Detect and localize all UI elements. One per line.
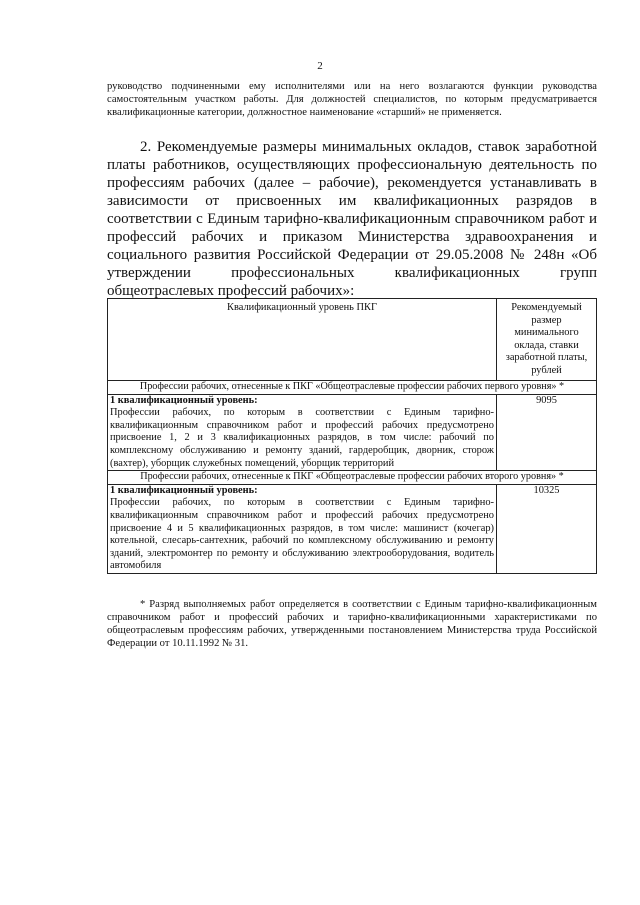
footnote: * Разряд выполняемых работ определяется в соответствии с Единым тарифно-квалификационным справочником работ и профессий рабочих и тарифно-квалификационными характеристиками по общеотраслевым профессиям рабочих, утвержденными постановлением Министерства труда Российской Федерации от 10.11.1992 № 31. [107,599,597,649]
salary-value: 10325 [497,484,597,573]
level-cell [108,484,497,573]
header-level: Квалификационный уровень ПКГ [108,299,497,381]
level-cell [108,394,497,471]
table-header-row [108,299,597,381]
group-row-second-level [108,471,597,485]
group-title: Профессии рабочих, отнесенные к ПКГ «Общеотраслевые профессии рабочих второго уровня» * [108,471,597,485]
level-title: 1 квалификационный уровень: [110,394,258,406]
level-description: Профессии рабочих, по которым в соответствии с Единым тарифно-квалификационным справочником работ и профессий рабочих предусмотрено присвоение 4 и 5 квалификационных разрядов, в том числе: машинист (кочегар) котельной, слесарь-сантехник, рабочий по комплексному обслуживанию и ремонту зданий, электромонтер по ремонту и обслуживанию электрооборудования, водитель автомобиля [110,497,494,572]
page-number: 2 [317,60,323,72]
table-row [108,484,597,573]
group-title: Профессии рабочих, отнесенные к ПКГ «Общеотраслевые профессии рабочих первого уровня» * [108,381,597,395]
section-2-paragraph: 2. Рекомендуемые размеры минимальных окладов, ставок заработной платы работников, осуществляющих профессиональную деятельность по профессиям рабочих (далее – рабочие), рекомендуется устанавливать в зависимости от присвоенных им квалификационных разрядов в соответствии с Единым тарифно-квалификационным справочником работ и профессий рабочих и приказом Министерства здравоохранения и социального развития Российской Федерации от 29.05.2008 № 248н «Об утверждении профессиональных квалификационных групп общеотраслевых профессий рабочих»: [107,139,597,299]
intro-paragraph: руководство подчиненными ему исполнителями или на него возлагаются функции руководства самостоятельным участком работы. Для должностей специалистов, по которым предусматривается квалификационные категории, должностное наименование «старший» не применяется. [107,81,597,118]
group-row-first-level [108,381,597,395]
salary-value: 9095 [497,394,597,471]
header-salary: Рекомендуемый размер минимального оклада, ставки заработной платы, рублей [497,299,597,381]
level-title: 1 квалификационный уровень: [110,484,258,496]
level-description: Профессии рабочих, по которым в соответствии с Единым тарифно-квалификационным справочником работ и профессий рабочих предусмотрено присвоение 1, 2 и 3 квалификационных разрядов, в том числе: рабочий по комплексному обслуживанию и ремонту зданий, гардеробщик, дворник, сторож (вахтер), уборщик служебных помещений, уборщик территорий [110,407,494,469]
table-row [108,394,597,471]
salary-table [107,298,597,574]
